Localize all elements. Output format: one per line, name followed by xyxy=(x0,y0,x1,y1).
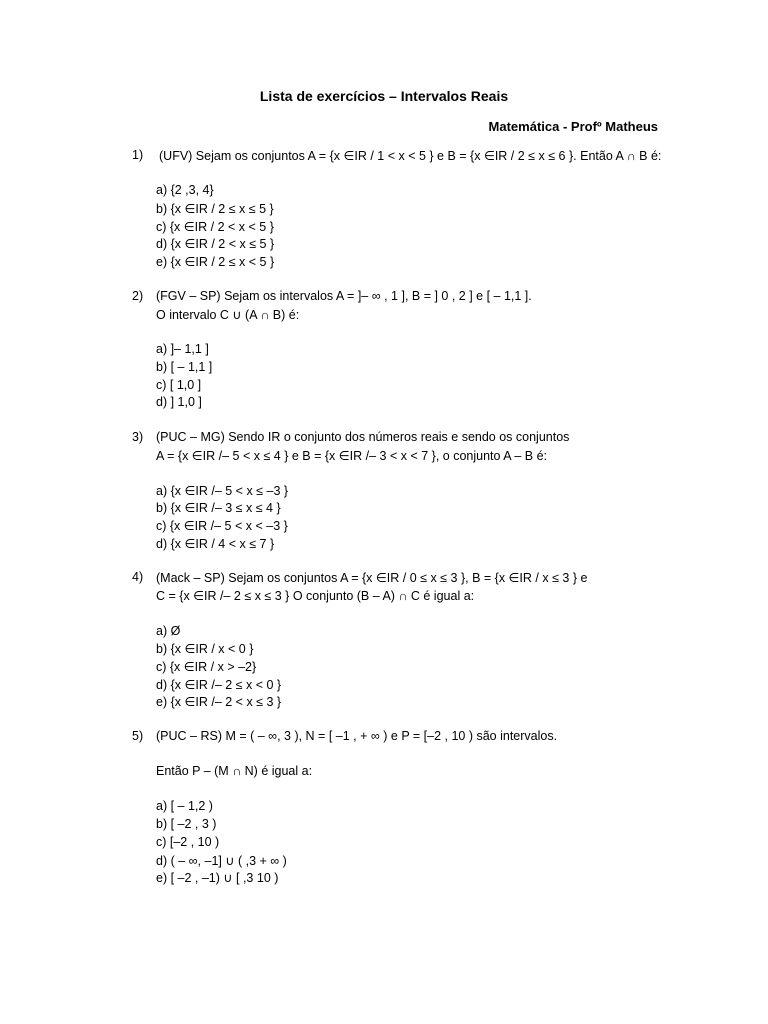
option-c: c) [ 1,0 ] xyxy=(156,378,202,392)
question-text: Então P – (M ∩ N) é igual a: xyxy=(156,764,313,778)
option-c: c) [–2 , 10 ) xyxy=(156,835,220,849)
question-text: (Mack – SP) Sejam os conjuntos A = {x ∈IR / 0 ≤ x ≤ 3 }, B = {x ∈IR / x ≤ 3 } e xyxy=(156,571,588,585)
question-text: A = {x ∈IR /– 5 < x ≤ 4 } e B = {x ∈IR /– 3 < x < 7 }, o conjunto A – B é: xyxy=(156,449,548,463)
question-text: C = {x ∈IR /– 2 ≤ x ≤ 3 } O conjunto (B – A) ∩ C é igual a: xyxy=(156,589,475,603)
question-number: 2) xyxy=(132,289,144,303)
question-number: 1) xyxy=(132,148,144,162)
option-a: a) Ø xyxy=(156,624,181,638)
question-text: (PUC – MG) Sendo IR o conjunto dos números reais e sendo os conjuntos xyxy=(156,430,570,444)
page-subtitle: Matemática - Profº Matheus xyxy=(488,119,658,134)
question-number: 3) xyxy=(132,430,144,444)
option-b: b) {x ∈IR / 2 ≤ x ≤ 5 } xyxy=(156,202,274,216)
option-c: c) {x ∈IR /– 5 < x < –3 } xyxy=(156,519,288,533)
question-text: (UFV) Sejam os conjuntos A = {x ∈IR / 1 < x < 5 } e B = {x ∈IR / 2 ≤ x ≤ 6 }. Então A ∩ B é: xyxy=(159,149,662,163)
option-a: a) [ – 1,2 ) xyxy=(156,799,213,813)
question-number: 5) xyxy=(132,729,144,743)
question-text: O intervalo C ∪ (A ∩ B) é: xyxy=(156,308,300,322)
option-d: d) {x ∈IR / 4 < x ≤ 7 } xyxy=(156,537,275,551)
option-b: b) [ – 1,1 ] xyxy=(156,360,213,374)
option-e: e) {x ∈IR /– 2 < x ≤ 3 } xyxy=(156,695,282,709)
question-number: 4) xyxy=(132,570,144,584)
option-a: a) ]– 1,1 ] xyxy=(156,342,209,356)
option-d: d) ] 1,0 ] xyxy=(156,395,202,409)
option-d: d) {x ∈IR / 2 < x ≤ 5 } xyxy=(156,237,275,251)
option-c: c) {x ∈IR / 2 < x < 5 } xyxy=(156,220,274,234)
option-a: a) {2 ,3, 4} xyxy=(156,183,214,197)
option-c: c) {x ∈IR / x > –2} xyxy=(156,660,257,674)
option-a: a) {x ∈IR /– 5 < x ≤ –3 } xyxy=(156,484,289,498)
option-b: b) {x ∈IR /– 3 ≤ x ≤ 4 } xyxy=(156,501,281,515)
question-text: (FGV – SP) Sejam os intervalos A = ]– ∞ , 1 ], B = ] 0 , 2 ] e [ – 1,1 ]. xyxy=(156,289,532,303)
option-e: e) [ –2 , –1) ∪ [ ,3 10 ) xyxy=(156,871,279,885)
option-e: e) {x ∈IR / 2 ≤ x < 5 } xyxy=(156,255,275,269)
question-text: (PUC – RS) M = ( – ∞, 3 ), N = [ –1 , + ∞ ) e P = [–2 , 10 ) são intervalos. xyxy=(156,729,558,743)
option-d: d) ( – ∞, –1] ∪ ( ,3 + ∞ ) xyxy=(156,854,287,868)
option-b: b) [ –2 , 3 ) xyxy=(156,817,217,831)
option-d: d) {x ∈IR /– 2 ≤ x < 0 } xyxy=(156,678,282,692)
option-b: b) {x ∈IR / x < 0 } xyxy=(156,642,254,656)
page-title: Lista de exercícios – Intervalos Reais xyxy=(259,88,509,104)
